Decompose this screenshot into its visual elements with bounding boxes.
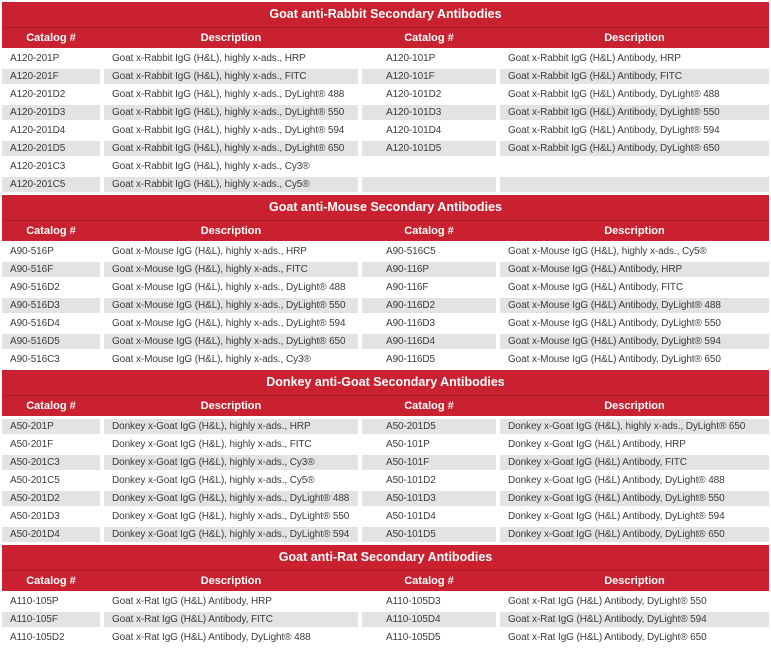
- catalog-number-cell: A120-201C5: [2, 177, 100, 192]
- table-row: [2, 280, 769, 295]
- column-header-row: [2, 571, 769, 591]
- description-cell: Goat x-Rabbit IgG (H&L), highly x-ads., DyLight® 488: [104, 87, 358, 102]
- column-header-catalog-left: Catalog #: [26, 32, 76, 44]
- catalog-number-cell: A120-201D5: [2, 141, 100, 156]
- column-header-row: [2, 221, 769, 241]
- table-body: [2, 419, 769, 542]
- description-cell: Goat x-Rat IgG (H&L) Antibody, DyLight® 650: [500, 630, 769, 645]
- catalog-number-cell: A90-516C3: [2, 352, 100, 367]
- description-cell: Goat x-Rabbit IgG (H&L), highly x-ads., HRP: [104, 51, 358, 66]
- table-row: [2, 491, 769, 506]
- catalog-number-cell: A50-201C5: [2, 473, 100, 488]
- section-title: Goat anti-Rabbit Secondary Antibodies: [2, 2, 769, 28]
- catalog-number-cell: [362, 177, 496, 192]
- description-cell: Donkey x-Goat IgG (H&L), highly x-ads., DyLight® 650: [500, 419, 769, 434]
- description-cell: Goat x-Mouse IgG (H&L) Antibody, FITC: [500, 280, 769, 295]
- catalog-number-cell: A110-105D3: [362, 594, 496, 609]
- description-cell: Donkey x-Goat IgG (H&L), highly x-ads., HRP: [104, 419, 358, 434]
- catalog-number-cell: A90-116P: [362, 262, 496, 277]
- table-row: [2, 177, 769, 192]
- table-row: [2, 334, 769, 349]
- description-cell: Goat x-Mouse IgG (H&L), highly x-ads., Cy3®: [104, 352, 358, 367]
- column-header-catalog-right: Catalog #: [404, 225, 454, 237]
- description-cell: Donkey x-Goat IgG (H&L), highly x-ads., DyLight® 550: [104, 509, 358, 524]
- description-cell: Donkey x-Goat IgG (H&L), highly x-ads., Cy5®: [104, 473, 358, 488]
- catalog-number-cell: A50-101D5: [362, 527, 496, 542]
- description-cell: Goat x-Mouse IgG (H&L), highly x-ads., DyLight® 488: [104, 280, 358, 295]
- description-cell: Donkey x-Goat IgG (H&L) Antibody, DyLight® 594: [500, 509, 769, 524]
- description-cell: Goat x-Rabbit IgG (H&L) Antibody, DyLight® 488: [500, 87, 769, 102]
- catalog-number-cell: A50-201C3: [2, 455, 100, 470]
- column-header-row: [2, 396, 769, 416]
- description-cell: Goat x-Rabbit IgG (H&L), highly x-ads., DyLight® 594: [104, 123, 358, 138]
- catalog-number-cell: A120-101D4: [362, 123, 496, 138]
- table-row: [2, 594, 769, 609]
- catalog-number-cell: A120-201D2: [2, 87, 100, 102]
- catalog-number-cell: A90-116D5: [362, 352, 496, 367]
- catalog-number-cell: A110-105P: [2, 594, 100, 609]
- catalog-number-cell: A120-101D2: [362, 87, 496, 102]
- catalog-number-cell: A120-201C3: [2, 159, 100, 174]
- description-cell: Goat x-Mouse IgG (H&L), highly x-ads., FITC: [104, 262, 358, 277]
- column-header-catalog-left: Catalog #: [26, 400, 76, 412]
- description-cell: Goat x-Mouse IgG (H&L), highly x-ads., DyLight® 650: [104, 334, 358, 349]
- description-cell: Goat x-Rabbit IgG (H&L) Antibody, DyLight® 550: [500, 105, 769, 120]
- column-header-row: [2, 28, 769, 48]
- description-cell: Donkey x-Goat IgG (H&L), highly x-ads., FITC: [104, 437, 358, 452]
- catalog-number-cell: A90-116D2: [362, 298, 496, 313]
- table-row: [2, 298, 769, 313]
- table-row: [2, 87, 769, 102]
- catalog-number-cell: A50-101D4: [362, 509, 496, 524]
- description-cell: Goat x-Rabbit IgG (H&L) Antibody, FITC: [500, 69, 769, 84]
- description-cell: Goat x-Mouse IgG (H&L), highly x-ads., DyLight® 594: [104, 316, 358, 331]
- column-header-catalog-right: Catalog #: [404, 32, 454, 44]
- description-cell: Goat x-Rat IgG (H&L) Antibody, DyLight® 488: [104, 630, 358, 645]
- catalog-number-cell: A90-516P: [2, 244, 100, 259]
- catalog-number-cell: A120-201D4: [2, 123, 100, 138]
- description-cell: Goat x-Mouse IgG (H&L), highly x-ads., HRP: [104, 244, 358, 259]
- table-row: [2, 437, 769, 452]
- table-row: [2, 69, 769, 84]
- description-cell: Goat x-Rat IgG (H&L) Antibody, DyLight® 594: [500, 612, 769, 627]
- column-header-catalog-left: Catalog #: [26, 225, 76, 237]
- table-row: [2, 51, 769, 66]
- column-header-description-left: Description: [200, 32, 262, 44]
- catalog-number-cell: [362, 159, 496, 174]
- description-cell: Goat x-Mouse IgG (H&L), highly x-ads., DyLight® 550: [104, 298, 358, 313]
- table-row: [2, 244, 769, 259]
- column-header-catalog-left: Catalog #: [26, 575, 76, 587]
- catalog-number-cell: A90-516D2: [2, 280, 100, 295]
- column-header-catalog-right: Catalog #: [404, 575, 454, 587]
- description-cell: Donkey x-Goat IgG (H&L) Antibody, HRP: [500, 437, 769, 452]
- table-row: [2, 123, 769, 138]
- catalog-number-cell: A90-516C5: [362, 244, 496, 259]
- table-body: [2, 51, 769, 192]
- catalog-number-cell: A90-516D3: [2, 298, 100, 313]
- description-cell: Goat x-Mouse IgG (H&L) Antibody, DyLight® 550: [500, 316, 769, 331]
- description-cell: Donkey x-Goat IgG (H&L) Antibody, DyLight® 650: [500, 527, 769, 542]
- catalog-number-cell: A50-101D2: [362, 473, 496, 488]
- column-header-description-right: Description: [604, 32, 665, 44]
- table-row: [2, 159, 769, 174]
- description-cell: Donkey x-Goat IgG (H&L) Antibody, DyLight® 488: [500, 473, 769, 488]
- table-row: [2, 630, 769, 645]
- catalog-number-cell: A90-116D3: [362, 316, 496, 331]
- catalog-number-cell: A120-201D3: [2, 105, 100, 120]
- table-body: [2, 244, 769, 367]
- description-cell: Goat x-Rabbit IgG (H&L), highly x-ads., DyLight® 650: [104, 141, 358, 156]
- table-row: [2, 527, 769, 542]
- description-cell: [500, 159, 769, 174]
- column-header-description-right: Description: [604, 575, 665, 587]
- description-cell: Goat x-Mouse IgG (H&L) Antibody, DyLight® 488: [500, 298, 769, 313]
- section-title: Donkey anti-Goat Secondary Antibodies: [2, 370, 769, 396]
- antibody-table-section: [2, 195, 769, 367]
- description-cell: Donkey x-Goat IgG (H&L), highly x-ads., Cy3®: [104, 455, 358, 470]
- description-cell: Goat x-Rabbit IgG (H&L) Antibody, DyLight® 650: [500, 141, 769, 156]
- catalog-number-cell: A50-101P: [362, 437, 496, 452]
- catalog-number-cell: A110-105F: [2, 612, 100, 627]
- antibody-table-section: [2, 545, 769, 645]
- description-cell: Goat x-Rat IgG (H&L) Antibody, HRP: [104, 594, 358, 609]
- table-row: [2, 352, 769, 367]
- table-row: [2, 105, 769, 120]
- antibody-table-section: [2, 2, 769, 192]
- catalog-number-cell: A90-516D4: [2, 316, 100, 331]
- catalog-number-cell: A120-101P: [362, 51, 496, 66]
- column-header-description-left: Description: [200, 400, 262, 412]
- catalog-number-cell: A90-516F: [2, 262, 100, 277]
- catalog-number-cell: A90-116F: [362, 280, 496, 295]
- description-cell: Donkey x-Goat IgG (H&L) Antibody, DyLight® 550: [500, 491, 769, 506]
- catalog-number-cell: A120-201F: [2, 69, 100, 84]
- catalog-number-cell: A50-101D3: [362, 491, 496, 506]
- table-row: [2, 419, 769, 434]
- section-title: Goat anti-Rat Secondary Antibodies: [2, 545, 769, 571]
- description-cell: Goat x-Mouse IgG (H&L) Antibody, DyLight® 594: [500, 334, 769, 349]
- table-row: [2, 612, 769, 627]
- catalog-number-cell: A50-101F: [362, 455, 496, 470]
- catalog-number-cell: A120-101F: [362, 69, 496, 84]
- catalog-number-cell: A120-201P: [2, 51, 100, 66]
- description-cell: Goat x-Rabbit IgG (H&L), highly x-ads., Cy3®: [104, 159, 358, 174]
- description-cell: Goat x-Rat IgG (H&L) Antibody, DyLight® 550: [500, 594, 769, 609]
- description-cell: [500, 177, 769, 192]
- description-cell: Goat x-Rabbit IgG (H&L), highly x-ads., Cy5®: [104, 177, 358, 192]
- column-header-description-right: Description: [604, 400, 665, 412]
- description-cell: Goat x-Rabbit IgG (H&L), highly x-ads., DyLight® 550: [104, 105, 358, 120]
- catalog-number-cell: A90-516D5: [2, 334, 100, 349]
- description-cell: Donkey x-Goat IgG (H&L) Antibody, FITC: [500, 455, 769, 470]
- catalog-number-cell: A110-105D2: [2, 630, 100, 645]
- section-title: Goat anti-Mouse Secondary Antibodies: [2, 195, 769, 221]
- table-row: [2, 473, 769, 488]
- table-row: [2, 455, 769, 470]
- description-cell: Goat x-Rabbit IgG (H&L) Antibody, DyLight® 594: [500, 123, 769, 138]
- catalog-number-cell: A50-201P: [2, 419, 100, 434]
- table-body: [2, 594, 769, 645]
- column-header-description-left: Description: [200, 575, 262, 587]
- description-cell: Goat x-Rabbit IgG (H&L), highly x-ads., FITC: [104, 69, 358, 84]
- description-cell: Goat x-Mouse IgG (H&L), highly x-ads., Cy5®: [500, 244, 769, 259]
- column-header-description-right: Description: [604, 225, 665, 237]
- column-header-catalog-right: Catalog #: [404, 400, 454, 412]
- description-cell: Goat x-Mouse IgG (H&L) Antibody, HRP: [500, 262, 769, 277]
- catalog-number-cell: A50-201D2: [2, 491, 100, 506]
- catalog-number-cell: A120-101D3: [362, 105, 496, 120]
- catalog-number-cell: A110-105D4: [362, 612, 496, 627]
- catalog-number-cell: A50-201F: [2, 437, 100, 452]
- description-cell: Goat x-Rabbit IgG (H&L) Antibody, HRP: [500, 51, 769, 66]
- catalog-number-cell: A120-101D5: [362, 141, 496, 156]
- description-cell: Goat x-Mouse IgG (H&L) Antibody, DyLight® 650: [500, 352, 769, 367]
- table-row: [2, 262, 769, 277]
- catalog-number-cell: A110-105D5: [362, 630, 496, 645]
- table-row: [2, 141, 769, 156]
- description-cell: Donkey x-Goat IgG (H&L), highly x-ads., DyLight® 488: [104, 491, 358, 506]
- catalog-number-cell: A90-116D4: [362, 334, 496, 349]
- catalog-number-cell: A50-201D3: [2, 509, 100, 524]
- catalog-number-cell: A50-201D4: [2, 527, 100, 542]
- description-cell: Goat x-Rat IgG (H&L) Antibody, FITC: [104, 612, 358, 627]
- catalog-number-cell: A50-201D5: [362, 419, 496, 434]
- table-row: [2, 316, 769, 331]
- description-cell: Donkey x-Goat IgG (H&L), highly x-ads., DyLight® 594: [104, 527, 358, 542]
- column-header-description-left: Description: [200, 225, 262, 237]
- table-row: [2, 509, 769, 524]
- antibody-table-section: [2, 370, 769, 542]
